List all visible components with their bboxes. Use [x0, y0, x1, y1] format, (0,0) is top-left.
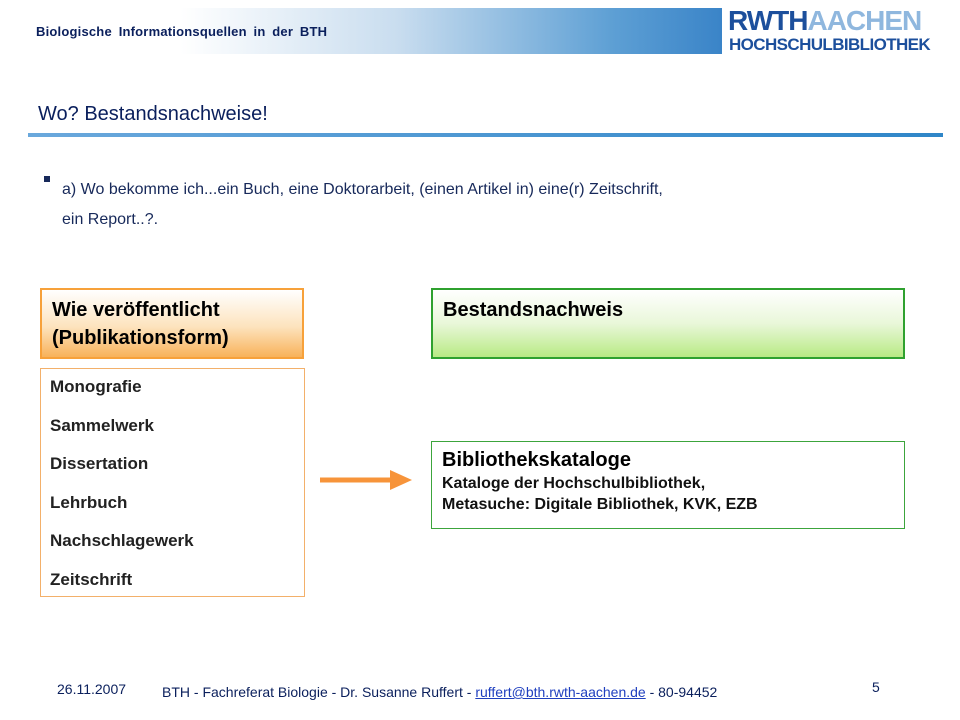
slide-title: Wo? Bestandsnachweise! [38, 103, 268, 125]
footer-phone: - 80-94452 [645, 684, 718, 700]
arrow-right-icon [320, 468, 412, 492]
bullet-text [62, 175, 922, 235]
footer-date: 26.11.2007 [57, 681, 127, 697]
page-number: 5 [872, 679, 880, 695]
bullet-line-2: ein Report..?. [62, 211, 159, 228]
rwth-library-logo [728, 6, 948, 54]
header-title: Biologische Informationsquellen in der BTH [36, 24, 328, 39]
list-item: Zeitschrift [50, 569, 133, 589]
catalogs-line-1: Kataloge der Hochschulbibliothek, [442, 475, 706, 492]
publication-form-header-box [40, 288, 304, 359]
list-item: Nachschlagewerk [50, 531, 194, 550]
logo-rwth-text: RWTH [728, 5, 808, 36]
bullet-line-1: a) Wo bekomme ich...ein Buch, eine Doktorarbeit, (einen Artikel in) eine(r) Zeitschrift, [62, 181, 663, 198]
logo-subtitle: HOCHSCHULBIBLIOTHEK [729, 35, 931, 54]
footer-text [162, 684, 717, 700]
publication-form-list [40, 368, 305, 597]
bullet-square-icon [44, 176, 50, 182]
list-item: Monografie [50, 377, 142, 396]
logo-aachen-text: AACHEN [807, 5, 922, 36]
list-item: Lehrbuch [50, 492, 128, 512]
footer-email-link[interactable]: ruffert@bth.rwth-aachen.de [475, 684, 646, 700]
list-item: Sammelwerk [50, 415, 154, 435]
publication-form-header-line-2: (Publikationsform) [52, 327, 229, 349]
logo-wordmark [728, 6, 921, 36]
holdings-header-label: Bestandsnachweis [443, 299, 624, 321]
catalogs-title: Bibliothekskataloge [442, 449, 631, 471]
title-divider [28, 133, 943, 137]
holdings-header-box [431, 288, 905, 359]
library-catalogs-box [431, 441, 905, 529]
publication-form-header-line-1: Wie veröffentlicht [52, 299, 220, 321]
catalogs-line-2: Metasuche: Digitale Bibliothek, KVK, EZB [442, 496, 758, 513]
list-item: Dissertation [50, 454, 149, 473]
footer-author: BTH - Fachreferat Biologie - Dr. Susanne Ruffert - [162, 684, 476, 700]
